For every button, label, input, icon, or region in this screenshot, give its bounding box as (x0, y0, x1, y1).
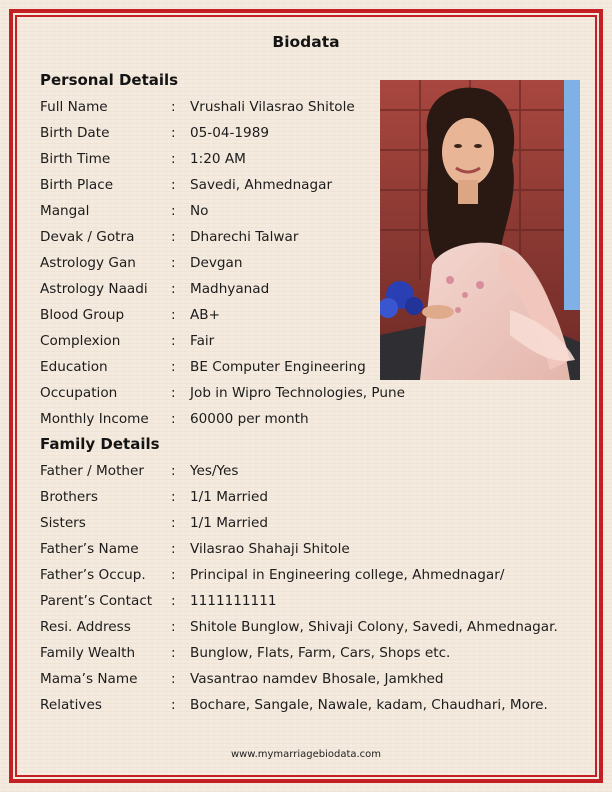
field-value: Shitole Bunglow, Shivaji Colony, Savedi, Ahmednagar. (190, 619, 558, 635)
field-separator: : (171, 99, 176, 115)
field-value: Savedi, Ahmednagar (190, 177, 333, 193)
field-label: Parent’s Contact (40, 593, 153, 609)
field-separator: : (171, 307, 176, 323)
field-value: Bochare, Sangale, Nawale, kadam, Chaudhari, More. (190, 697, 548, 713)
field-label: Relatives (40, 697, 102, 713)
website-url: www.mymarriagebiodata.com (230, 749, 382, 760)
field-label: Mama’s Name (40, 671, 138, 687)
field-value: Vilasrao Shahaji Shitole (190, 541, 350, 557)
field-separator: : (171, 333, 176, 349)
field-separator: : (171, 671, 176, 687)
field-separator: : (171, 697, 176, 713)
field-value: 1111111111 (190, 593, 277, 609)
field-value: Job in Wipro Technologies, Pune (190, 385, 405, 401)
field-label: Family Wealth (40, 645, 136, 661)
field-label: Birth Place (40, 177, 114, 193)
profile-photo (380, 80, 580, 380)
field-separator: : (171, 229, 176, 245)
field-label: Monthly Income (40, 411, 149, 427)
field-value: Yes/Yes (190, 463, 239, 479)
field-separator: : (171, 645, 176, 661)
field-value: Vrushali Vilasrao Shitole (190, 99, 355, 115)
field-label: Birth Time (40, 151, 111, 167)
field-value: Devgan (190, 255, 243, 271)
field-value: AB+ (190, 307, 221, 323)
field-label: Mangal (40, 203, 90, 219)
field-value: Principal in Engineering college, Ahmednagar/ (190, 567, 505, 583)
field-label: Occupation (40, 385, 118, 401)
field-value: 1/1 Married (190, 489, 268, 505)
field-separator: : (171, 463, 176, 479)
field-separator: : (171, 541, 176, 557)
field-value: 05-04-1989 (190, 125, 270, 141)
field-separator: : (171, 411, 176, 427)
field-separator: : (171, 567, 176, 583)
field-separator: : (171, 489, 176, 505)
personal-details-heading: Personal Details (40, 71, 179, 89)
field-label: Father’s Name (40, 541, 139, 557)
field-label: Astrology Gan (40, 255, 136, 271)
field-value: 1:20 AM (190, 151, 246, 167)
field-label: Complexion (40, 333, 121, 349)
field-separator: : (171, 125, 176, 141)
field-value: BE Computer Engineering (190, 359, 366, 375)
field-separator: : (171, 151, 176, 167)
field-label: Father / Mother (40, 463, 144, 479)
field-separator: : (171, 281, 176, 297)
field-label: Astrology Naadi (40, 281, 148, 297)
field-separator: : (171, 177, 176, 193)
field-separator: : (171, 593, 176, 609)
field-value: 1/1 Married (190, 515, 268, 531)
field-separator: : (171, 255, 176, 271)
field-label: Full Name (40, 99, 108, 115)
field-label: Father’s Occup. (40, 567, 146, 583)
field-value: Bunglow, Flats, Farm, Cars, Shops etc. (190, 645, 451, 661)
field-label: Sisters (40, 515, 86, 531)
field-label: Brothers (40, 489, 98, 505)
field-value: 60000 per month (190, 411, 309, 427)
page-title: Biodata (272, 33, 340, 51)
field-label: Devak / Gotra (40, 229, 135, 245)
field-separator: : (171, 619, 176, 635)
family-details-heading: Family Details (40, 435, 160, 453)
field-separator: : (171, 359, 176, 375)
field-label: Resi. Address (40, 619, 131, 635)
field-label: Education (40, 359, 108, 375)
field-label: Birth Date (40, 125, 110, 141)
field-separator: : (171, 203, 176, 219)
field-value: Dharechi Talwar (190, 229, 299, 245)
field-label: Blood Group (40, 307, 125, 323)
field-value: No (190, 203, 209, 219)
field-value: Fair (190, 333, 215, 349)
field-value: Madhyanad (190, 281, 270, 297)
field-separator: : (171, 385, 176, 401)
field-value: Vasantrao namdev Bhosale, Jamkhed (190, 671, 444, 687)
field-separator: : (171, 515, 176, 531)
